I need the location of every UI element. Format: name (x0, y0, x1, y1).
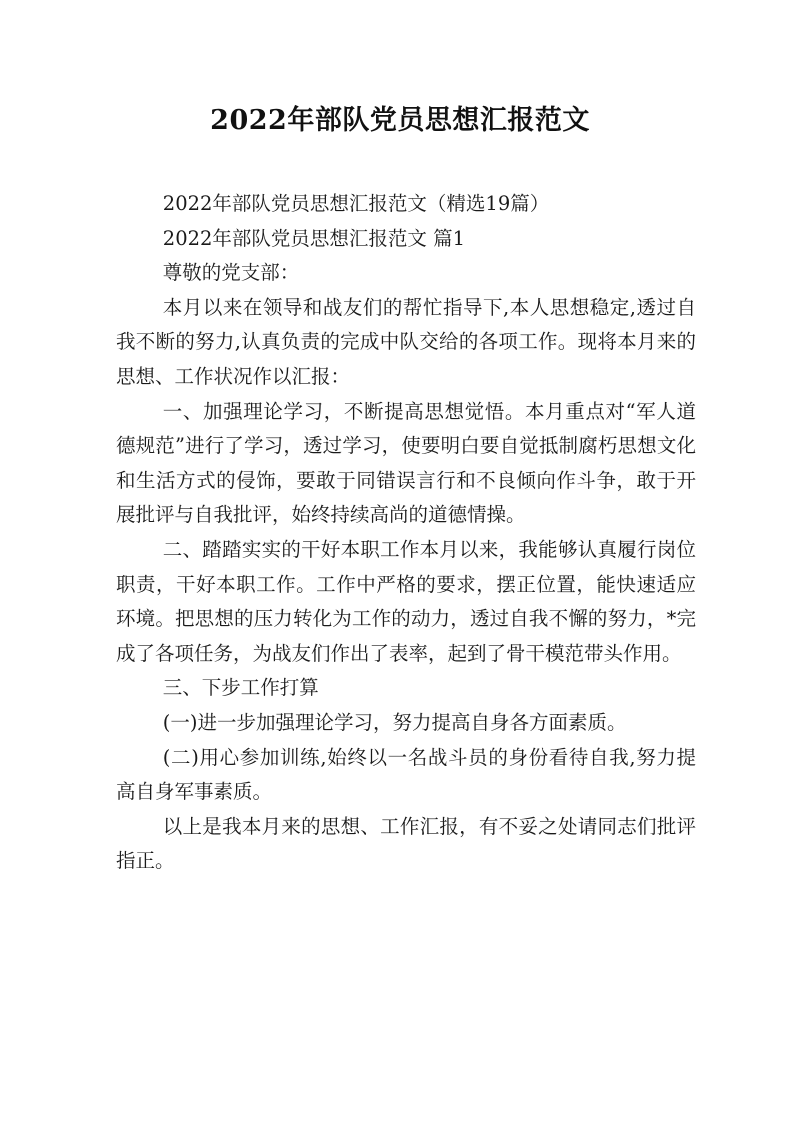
document-title: 2022年部队党员思想汇报范文 (210, 105, 590, 136)
paragraph-section-three-heading: 三、下步工作打算 (162, 676, 319, 700)
paragraph-article-heading: 2022年部队党员思想汇报范文 篇1 (162, 226, 466, 250)
paragraph-section-one: 一、加强理论学习，不断提高思想觉悟。本月重点对“军人道德规范”进行了学习，透过学习，使要明白要自觉抵制腐朽思想文化和生活方式的侵饰，要敢于同错误言行和不良倾向作斗争，敢于开展批评与自我批评，始终持续高尚的道德情操。 (116, 399, 696, 527)
paragraph-salutation: 尊敬的党支部： (162, 261, 300, 285)
paragraph-intro: 本月以来在领导和战友们的帮忙指导下,本人思想稳定,透过自我不断的努力,认真负责的完成中队交给的各项工作。现将本月来的思想、工作状况作以汇报： (116, 295, 696, 388)
paragraph-plan-two: (二)用心参加训练,始终以一名战斗员的身份看待自我,努力提高自身军事素质。 (116, 745, 696, 804)
paragraph-plan-one: (一)进一步加强理论学习，努力提高自身各方面素质。 (162, 710, 627, 734)
document-body (116, 187, 696, 879)
paragraph-section-two: 二、踏踏实实的干好本职工作本月以来，我能够认真履行岗位职责，干好本职工作。工作中严格的要求，摆正位置，能快速适应环境。把思想的压力转化为工作的动力，透过自我不懈的努力，*完成了各项任务，为战友们作出了表率，起到了骨干模范带头作用。 (116, 537, 696, 665)
paragraph-subtitle: 2022年部队党员思想汇报范文（精选19篇） (162, 192, 550, 215)
paragraph-closing: 以上是我本月来的思想、工作汇报，有不妥之处请同志们批评指正。 (116, 814, 696, 873)
